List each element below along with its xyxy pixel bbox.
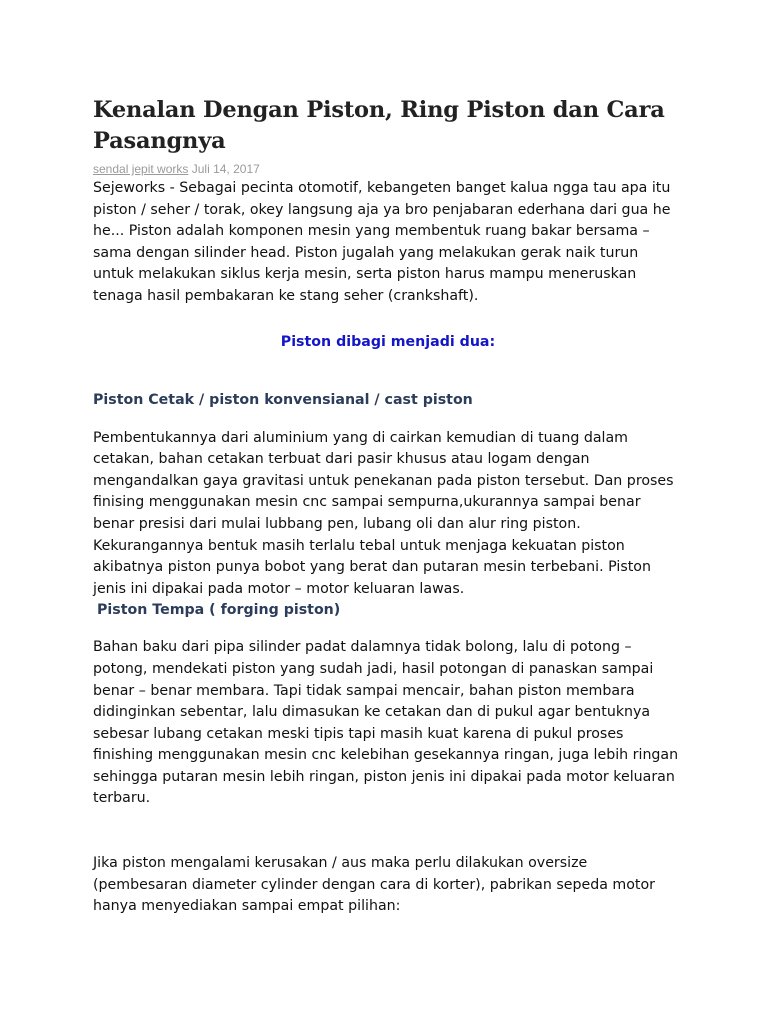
subheading-cast-piston: Piston Cetak / piston konvensianal / cast piston: [93, 391, 473, 408]
article-meta: [93, 161, 683, 177]
post-date: Juli 14, 2017: [191, 162, 260, 176]
author-link[interactable]: sendal jepit works: [93, 162, 189, 176]
paragraph-forging-piston: Bahan baku dari pipa silinder padat dalamnya tidak bolong, lalu di potong – potong, mendekati piston yang sudah jadi, hasil potongan di panaskan sampai benar – benar membara. Tapi tidak sampai mencair, bahan piston membara didinginkan sebentar, lalu dimasukan ke cetakan dan di pukul agar bentuknya sebesar lubang cetakan meski tipis tapi masih kuat karena di pukul proses finishing menggunakan mesin cnc kelebihan gesekannya ringan, juga lebih ringan sehingga putaran mesin lebih ringan, piston jenis ini dipakai pada motor keluaran terbaru.: [93, 639, 679, 807]
article: [93, 95, 683, 918]
paragraph-oversize: Jika piston mengalami kerusakan / aus maka perlu dilakukan oversize (pembesaran diameter cylinder dengan cara di korter), pabrikan sepeda motor hanya menyediakan sampai empat pilihan:: [93, 855, 656, 915]
section-heading: Piston dibagi menjadi dua:: [280, 333, 496, 350]
paragraph-cast-piston: Pembentukannya dari aluminium yang di cairkan kemudian di tuang dalam cetakan, bahan cetakan terbuat dari pasir khusus atau logam dengan mengandalkan gaya gravitasi untuk penekanan pada piston tersebut. Dan proses finising menggunakan mesin cnc sampai sempurna,ukurannya sampai benar benar presisi dari mulai lubbang pen, lubang oli dan alur ring piston. Kekurangannya bentuk masih terlalu tebal untuk menjaga kekuatan piston akibatnya piston punya bobot yang berat dan putaran mesin terbebani. Piston jenis ini dipakai pada motor – motor keluaran lawas.: [93, 429, 674, 597]
article-title: Kenalan Dengan Piston, Ring Piston dan Cara Pasangnya: [93, 97, 665, 154]
subheading-forging-piston: Piston Tempa ( forging piston): [97, 602, 341, 619]
intro-paragraph: Sejeworks - Sebagai pecinta otomotif, kebangeten banget kalua ngga tau apa itu piston / seher / torak, okey langsung aja ya bro penjabaran ederhana dari gua he he... Piston adalah komponen mesin yang membentuk ruang bakar bersama – sama dengan silinder head. Piston jugalah yang melakukan gerak naik turun untuk melakukan siklus kerja mesin, serta piston harus mampu meneruskan tenaga hasil pembakaran ke stang seher (crankshaft).: [93, 180, 671, 304]
